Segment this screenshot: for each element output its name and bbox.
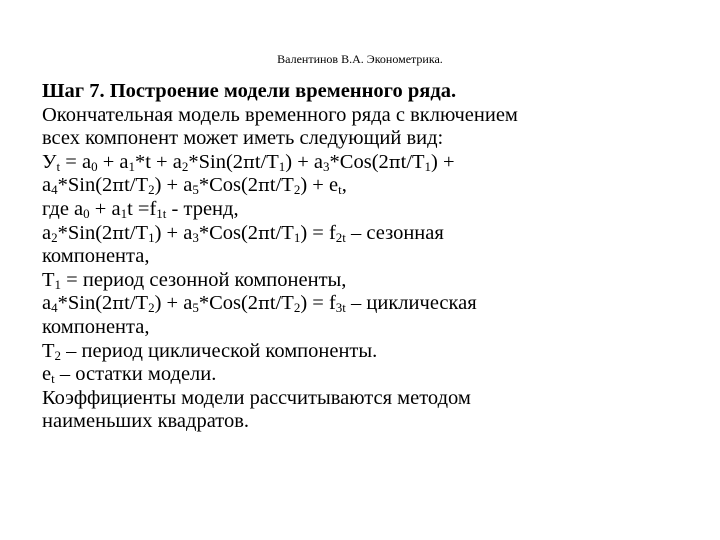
model-equation-line-2: $a_4*Sin(2\pi t/T_2) + a_5*Cos(2\pi t/T_2) + e_t$, xyxy=(42,174,347,198)
seasonal-definition-cont: компонента, xyxy=(42,245,150,268)
slide-body xyxy=(42,80,702,434)
page-header: Валентинов В.А. Эконометрика. xyxy=(277,52,443,66)
cyclic-definition-cont: компонента, xyxy=(42,315,150,338)
coefficients-line-1: Коэффициенты модели рассчитываются методом xyxy=(42,386,471,409)
cyclic-definition: $a_4*Sin(2\pi t/T_2) + a_5*Cos(2\pi t/T_2) = f_{3t}$ – циклическая xyxy=(42,292,477,316)
seasonal-definition: $a_2*Sin(2\pi t/T_1) + a_3*Cos(2\pi t/T_1) = f_{2t}$ – сезонная xyxy=(42,221,444,245)
residuals-definition: $e_t$ – остатки модели. xyxy=(42,363,217,387)
model-equation-line-1: $У_t = a_0 + a_1*t + a_2*Sin(2\pi t/T_1) + a_3*Cos(2\pi t/T_1)$ + xyxy=(42,150,455,174)
intro-line-1: Окончательная модель временного ряда с включением xyxy=(42,103,518,126)
coefficients-line-2: наименьших квадратов. xyxy=(42,410,250,433)
step-title: Шаг 7. Построение модели временного ряда. xyxy=(42,80,457,102)
intro-line-2: всех компонент может иметь следующий вид: xyxy=(42,127,444,150)
t1-definition: $T_1$ = период сезонной компоненты, xyxy=(42,268,347,292)
t2-definition: $T_2$ – период циклической компоненты. xyxy=(42,339,378,363)
trend-definition: где $a_0 + a_1t =f_{1t}$ - тренд, xyxy=(42,197,239,221)
